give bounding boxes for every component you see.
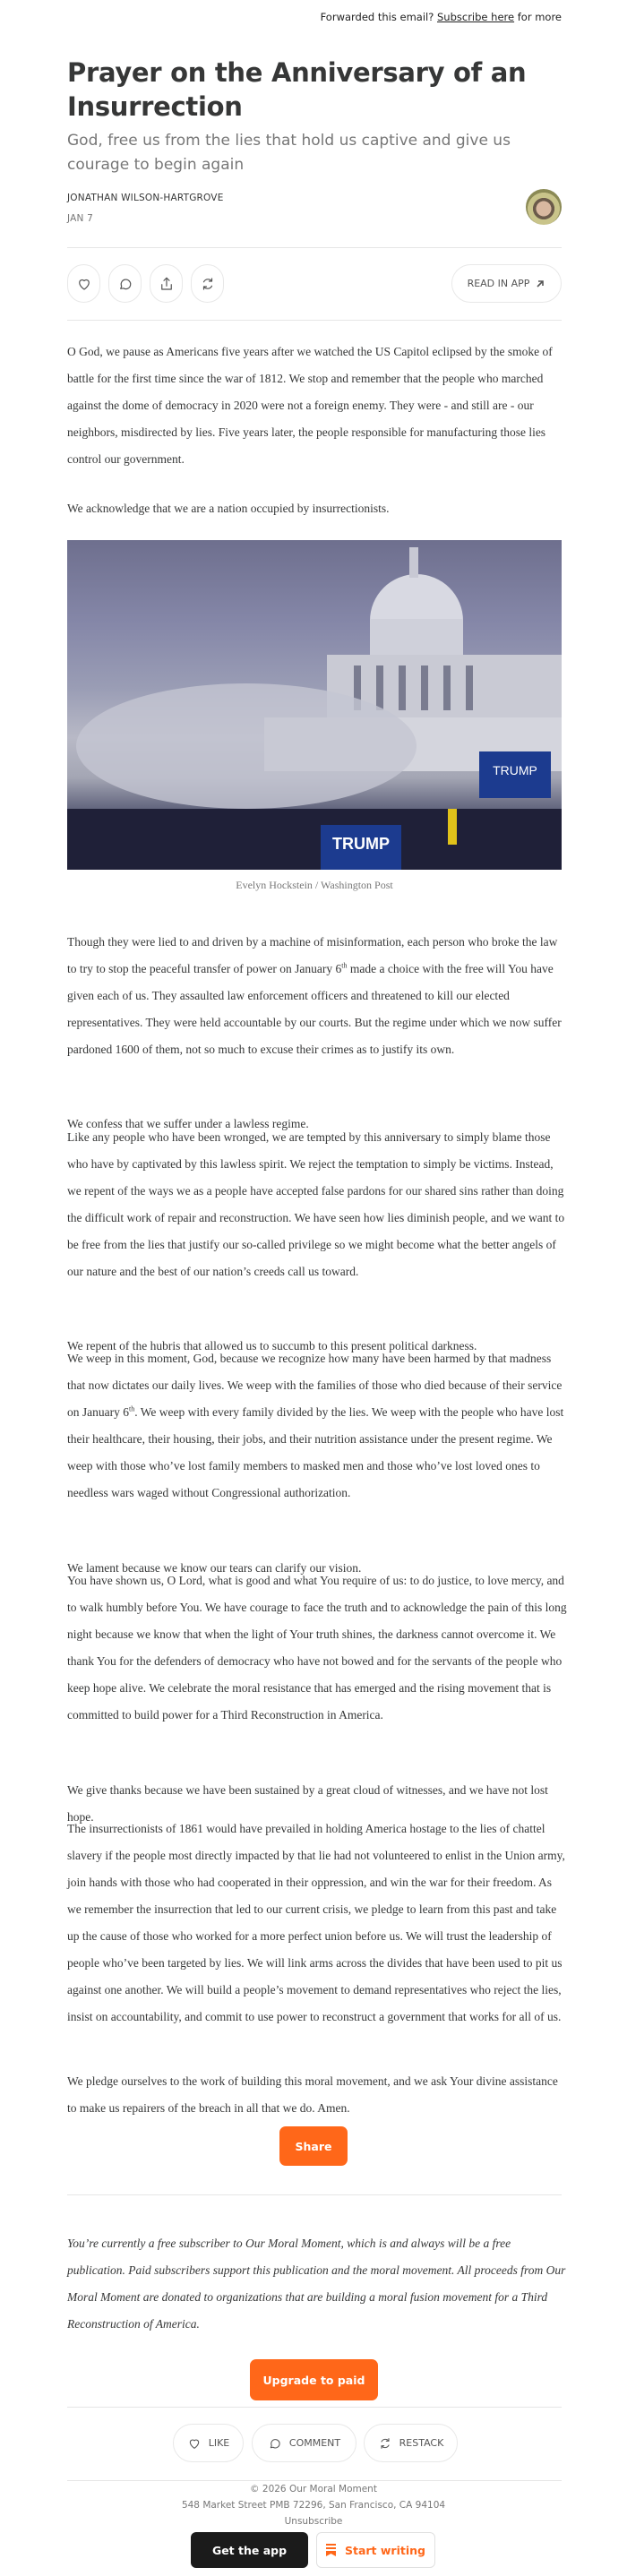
divider (67, 2407, 562, 2408)
share-button[interactable]: Share (279, 2126, 348, 2166)
like-pill-button[interactable] (173, 2424, 244, 2462)
comment-pill-button[interactable] (252, 2424, 356, 2462)
read-in-app-label: READ IN APP (467, 278, 530, 289)
forward-suffix: for more (517, 11, 562, 23)
post-date: JAN 7 (67, 213, 93, 224)
comment-button[interactable] (108, 264, 142, 303)
image-caption: Evelyn Hockstein / Washington Post (236, 879, 393, 891)
restack-icon (378, 2436, 392, 2451)
capitol-photo[interactable] (67, 540, 562, 870)
get-the-app-button[interactable]: Get the app (191, 2532, 308, 2568)
restack-label: RESTACK (399, 2437, 444, 2449)
forward-notice (321, 11, 562, 23)
author-avatar[interactable] (526, 189, 562, 225)
unsubscribe-link[interactable]: Unsubscribe (284, 2516, 343, 2527)
paragraph: We repent of the hubris that allowed us to succumb to this present political darkness. (67, 1339, 477, 1352)
comment-icon (117, 276, 133, 292)
capitol-image (67, 540, 562, 870)
paragraph: We acknowledge that we are a nation occupied by insurrectionists. (67, 502, 390, 515)
paragraph: The insurrectionists of 1861 would have prevailed in holding America hostage to the lies of chattel slavery if the people most directly impacted by that lie had not volunteered to enlist in the Union army, join hands with those who had cooperated in their oppression, and win the war for their freedom. As we remember the insurrection that led to our current crisis, we pledge to learn from this past and take up the cause of those who worked for a more perfect union before us. We will trust the leadership of people who’ve been targeted by lies. We will link arms across the divides that have been used to pit us against one another. We will build a people’s movement to demand representatives who reject the lies, insist on accountability, and commit to use power to reconstruct a government that works for all of us. (67, 1822, 565, 2023)
arrow-up-right-icon (535, 279, 545, 289)
paragraph: We pledge ourselves to the work of building this moral movement, and we ask Your divine assistance to make us repairers of the breach in all that we do. Amen. (67, 2074, 558, 2115)
paragraph: O God, we pause as Americans five years after we watched the US Capitol eclipsed by the smoke of battle for the first time since the war of 1812. We stop and remember that the people who marched against the dome of democracy in 2020 were not a foreign enemy. They were - and still are - our neighbors, misdirected by lies. Five years later, the people responsible for manufacturing those lies control our government. (67, 345, 553, 466)
svg-text:TRUMP: TRUMP (332, 835, 390, 853)
share-icon-button[interactable] (150, 264, 183, 303)
author-name[interactable]: JONATHAN WILSON-HARTGROVE (67, 193, 224, 203)
paragraph: We weep in this moment, God, because we recognize how many have been harmed by that madness that now dictates our daily lives. We weep with the families of those who died because of their service on January 6th. We weep with every family divided by the lies. We weep with the people who have lost their healthcare, their housing, their jobs, and their nutrition assistance under the present regime. We weep with those who’ve lost family members to masked men and those who’ve lost loved ones to needless wars waged without Congressional authorization. (67, 1352, 564, 1499)
read-in-app-button[interactable] (451, 264, 562, 303)
copyright: © 2026 Our Moral Moment (250, 2484, 377, 2494)
paragraph: You have shown us, O Lord, what is good and what You require of us: to do justice, to love mercy, and to walk humbly before You. We have courage to face the truth and to acknowledge the pain of this long night because we know that when the light of Your truth shines, the darkness cannot overcome it. We thank You for the defenders of democracy who have not bowed and for the servants of the people who keep hope alive. We celebrate the moral resistance that has emerged and the rising movement that is committed to build power for a Third Reconstruction in America. (67, 1574, 567, 1722)
subscription-note: You’re currently a free subscriber to Our Moral Moment, which is and always will be a free publication. Paid subscribers support this publication and the moral movement. All proceeds from Our Moral Moment are donated to organizations that are building a moral fusion movement for a Third Reconstruction of America. (67, 2237, 566, 2331)
like-label: LIKE (208, 2437, 230, 2449)
share-icon (159, 276, 175, 292)
divider (67, 320, 562, 321)
restack-icon (200, 276, 216, 292)
like-button[interactable] (67, 264, 100, 303)
paragraph: We give thanks because we have been sustained by a great cloud of witnesses, and we have not lost hope. (67, 1783, 548, 1824)
paragraph: We lament because we know our tears can clarify our vision. (67, 1561, 362, 1575)
restack-button[interactable] (191, 264, 224, 303)
post-subtitle: God, free us from the lies that hold us captive and give us courage to begin again (67, 132, 511, 174)
divider (67, 2480, 562, 2481)
post-title[interactable]: Prayer on the Anniversary of an Insurrection (67, 57, 527, 122)
restack-pill-button[interactable] (364, 2424, 458, 2462)
divider (67, 2194, 562, 2195)
comment-label: COMMENT (288, 2437, 341, 2449)
upgrade-to-paid-button[interactable]: Upgrade to paid (250, 2359, 378, 2400)
start-writing-label: Start writing (344, 2543, 425, 2557)
forward-prefix: Forwarded this email? (320, 11, 434, 23)
paragraph: We confess that we suffer under a lawless regime. (67, 1117, 309, 1130)
paragraph: Like any people who have been wronged, we are tempted by this anniversary to simply blame those who have by captivated by this lawless spirit. We reject the temptation to simply be victims. Instead, we repent of the ways we as a people have accepted false pardons for our shared sins rather than doing the difficult work of repair and reconstruction. We have seen how lies diminish people, and we want to be free from the lies that justify our so-called privilege so we might become what the better angels of our nature and the best of our nation’s creeds call us toward. (67, 1130, 565, 1278)
start-writing-button[interactable] (316, 2532, 435, 2568)
substack-logo-icon (326, 2544, 336, 2556)
heart-icon (187, 2436, 202, 2451)
address: 548 Market Street PMB 72296, San Francisco, CA 94104 (181, 2500, 446, 2511)
heart-icon (76, 276, 92, 292)
svg-text:TRUMP: TRUMP (493, 763, 537, 777)
paragraph: Though they were lied to and driven by a machine of misinformation, each person who broke the law to try to stop the peaceful transfer of power on January 6th made a choice with the free will You have given each of us. They assaulted law enforcement officers and threatened to kill our elected representatives. They were held accountable by our courts. But the regime under which we now suffer pardoned 1600 of them, not so much to excuse their crimes as to justify its own. (67, 935, 562, 1056)
comment-icon (268, 2436, 282, 2451)
divider (67, 247, 562, 248)
subscribe-link[interactable]: Subscribe here (437, 11, 515, 23)
